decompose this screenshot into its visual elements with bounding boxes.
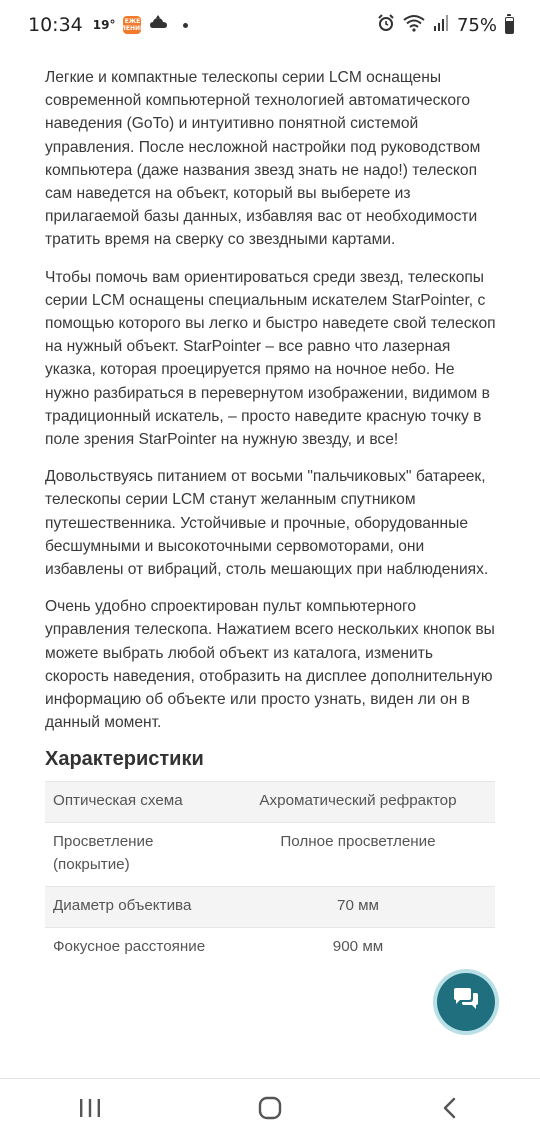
system-nav-bar <box>0 1078 540 1141</box>
spec-value: 900 мм <box>221 928 495 969</box>
table-row <box>45 887 495 928</box>
weather-icon <box>149 14 169 37</box>
table-row <box>45 782 495 823</box>
specs-title: Характеристики <box>45 748 204 771</box>
signal-icon <box>433 14 449 37</box>
battery-percent: 75% <box>456 14 497 36</box>
article-content <box>45 66 500 968</box>
recent-apps-button[interactable] <box>60 1090 120 1130</box>
chat-icon <box>452 987 480 1018</box>
wifi-icon <box>403 14 425 37</box>
status-bar <box>0 0 540 50</box>
article-paragraph: Легкие и компактные телескопы серии LCM оснащены современной компьютерной технологией автоматического наведения (GoTo) и интуитивно понятной системой управления. После несложной настройки под руководством компьютера (даже названия звезд знать не надо!) телескоп сам наведется на объект, который вы выберете из прилагаемой базы данных, избавляя вас от необходимости тратить время на сверку со звездными картами. <box>45 69 481 249</box>
clock: 10:34 <box>28 14 83 36</box>
battery-icon <box>505 17 514 34</box>
back-button[interactable] <box>420 1090 480 1130</box>
specs-table <box>45 781 495 968</box>
article-paragraph: Довольствуясь питанием от восьми "пальчиковых" батареек, телескопы серии LCM станут желанным спутником путешественника. Устойчивые и прочные, оборудованные бесшумными и высокоточными сервомоторами, они избавлены от вибраций, столь мешающих при наблюдениях. <box>45 468 489 579</box>
article-paragraph: Чтобы помочь вам ориентироваться среди звезд, телескопы серии LCM оснащены специальным искателем StarPointer, с помощью которого вы легко и быстро наведете свой телескоп на нужный объект. StarPointer – все равно что лазерная указка, которая проецируется прямо на ночное небо. Не нужно разбираться в перевернутом изображении, видимом в традиционный искатель, – просто наведите красную точку в поле зрения StarPointer на нужную звезду, и все! <box>45 268 496 449</box>
spec-value: Ахроматический рефрактор <box>221 782 495 823</box>
home-button[interactable] <box>240 1090 300 1130</box>
spec-label: Просветление (покрытие) <box>45 823 221 887</box>
home-icon <box>257 1095 283 1126</box>
alarm-icon <box>377 14 395 37</box>
battery-fill <box>506 21 513 32</box>
temperature: 19° <box>92 18 116 32</box>
spec-label: Фокусное расстояние <box>45 928 221 969</box>
status-left <box>28 14 188 37</box>
spec-label: Оптическая схема <box>45 782 221 823</box>
back-icon <box>440 1096 460 1125</box>
recent-apps-icon <box>78 1097 102 1124</box>
notification-app-icon: ЕЖЕ ЛЕНИЕ <box>120 18 145 32</box>
more-notifications-dot <box>183 23 188 28</box>
table-row <box>45 823 495 887</box>
spec-value: Полное просветление <box>221 823 495 887</box>
chat-button[interactable] <box>437 973 495 1031</box>
spec-value: 70 мм <box>221 887 495 928</box>
table-row <box>45 928 495 969</box>
status-right <box>377 14 514 37</box>
spec-label: Диаметр объектива <box>45 887 221 928</box>
article-paragraph: Очень удобно спроектирован пульт компьютерного управления телескопа. Нажатием всего нескольких кнопок вы можете выбрать любой объект из каталога, изменить скорость наведения, отобразить на дисплее дополнительную информацию об объекте или просто узнать, виден ли он в данный момент. <box>45 598 495 732</box>
